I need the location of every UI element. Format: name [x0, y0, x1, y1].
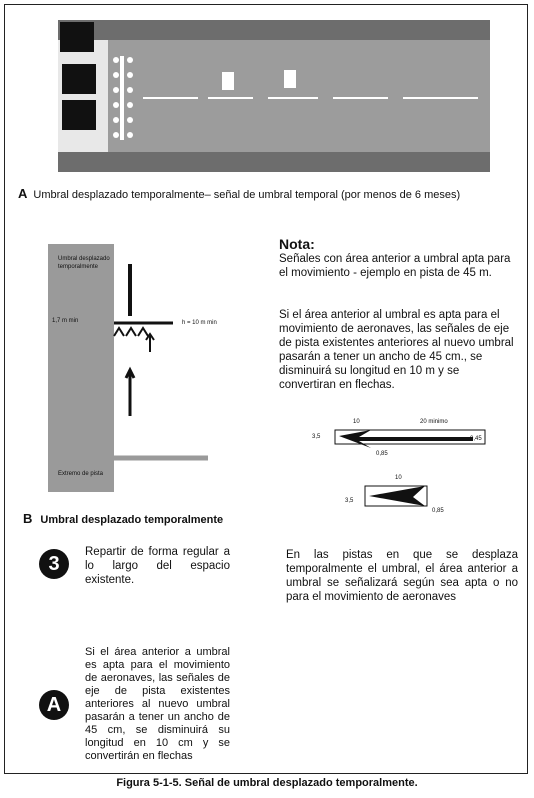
nota-title: Nota:	[279, 236, 315, 252]
figure-b-label-17: 1,7 m min	[52, 318, 79, 324]
section-a-letter: A	[18, 186, 28, 201]
section-b-letter: B	[23, 511, 33, 526]
nota-paragraph-1: Señales con área anterior a umbral apta para el movimiento - ejemplo en pista de 45 m.	[279, 253, 511, 279]
arrow1-dim-10: 10	[353, 419, 360, 425]
arrow1-shape	[339, 430, 473, 448]
section-b-text: Umbral desplazado temporalmente	[40, 514, 224, 526]
legend-box-1	[60, 22, 94, 52]
arrow2-dim-085: 0,85	[432, 508, 444, 514]
figure-b-label-top: Umbral desplazado temporalmente	[58, 256, 110, 270]
figure-b-label-h: h = 10 m min	[182, 320, 217, 326]
arrow2-dim-35: 3,5	[345, 498, 354, 504]
itemA-letter-badge: A	[39, 690, 69, 720]
item3-text: Repartir de forma regular a lo largo del espacio existente.	[85, 546, 230, 586]
itemA-text: Si el área anterior a umbral es apta para el movimiento de aeronaves, las señales de eje de pista existentes anteriores al nuevo umbral pasarán a tener un ancho de 45 cm, se disminuirá su longitud en 10 cm y se convertirán en flechas	[85, 646, 230, 762]
label-box-1	[222, 72, 234, 90]
arrow1-dim-045: 0,45	[470, 436, 482, 442]
label-box-2	[284, 70, 296, 88]
arrow2-dim-10: 10	[395, 475, 402, 481]
legend-box-2	[62, 64, 96, 94]
threshold-bar	[120, 56, 124, 140]
arrow1-dim-085: 0,85	[376, 451, 388, 457]
runway-plan-figure	[58, 20, 490, 172]
arrow1-dim-35: 3,5	[312, 434, 321, 440]
item3-number-badge: 3	[39, 549, 69, 579]
legend-box-3	[62, 100, 96, 130]
displaced-area	[58, 40, 108, 152]
arrow1-dim-20: 20 minimo	[420, 419, 448, 425]
section-a-text: Umbral desplazado temporalmente– señal de umbral temporal (por menos de 6 meses)	[33, 189, 461, 201]
section-a-caption	[18, 186, 460, 201]
figure-caption: Figura 5-1-5. Señal de umbral desplazado temporalmente.	[116, 777, 418, 789]
pistas-note: En las pistas en que se desplaza temporalmente el umbral, el área anterior a umbral se señalizará según sea apta o no para el movimiento de aeronaves	[286, 549, 518, 603]
runway-shoulder-bottom	[58, 152, 490, 172]
displaced-threshold-figure	[48, 244, 208, 492]
figure-b-label-bottom: Extremo de pista	[58, 471, 104, 477]
arrow2-shape	[369, 486, 425, 506]
runway-shoulder-top	[58, 20, 490, 40]
section-b-caption	[23, 511, 223, 526]
nota-paragraph-2: Si el área anterior al umbral es apta para el movimiento de aeronaves, las señales de eje de pista existentes anteriores al nuevo umbral pasarán a tener un ancho de 45 cm., se disminuirá su longitud en 10 m y se convertiran en flechas.	[279, 309, 514, 391]
arrow-dimension-diagrams	[313, 408, 503, 518]
